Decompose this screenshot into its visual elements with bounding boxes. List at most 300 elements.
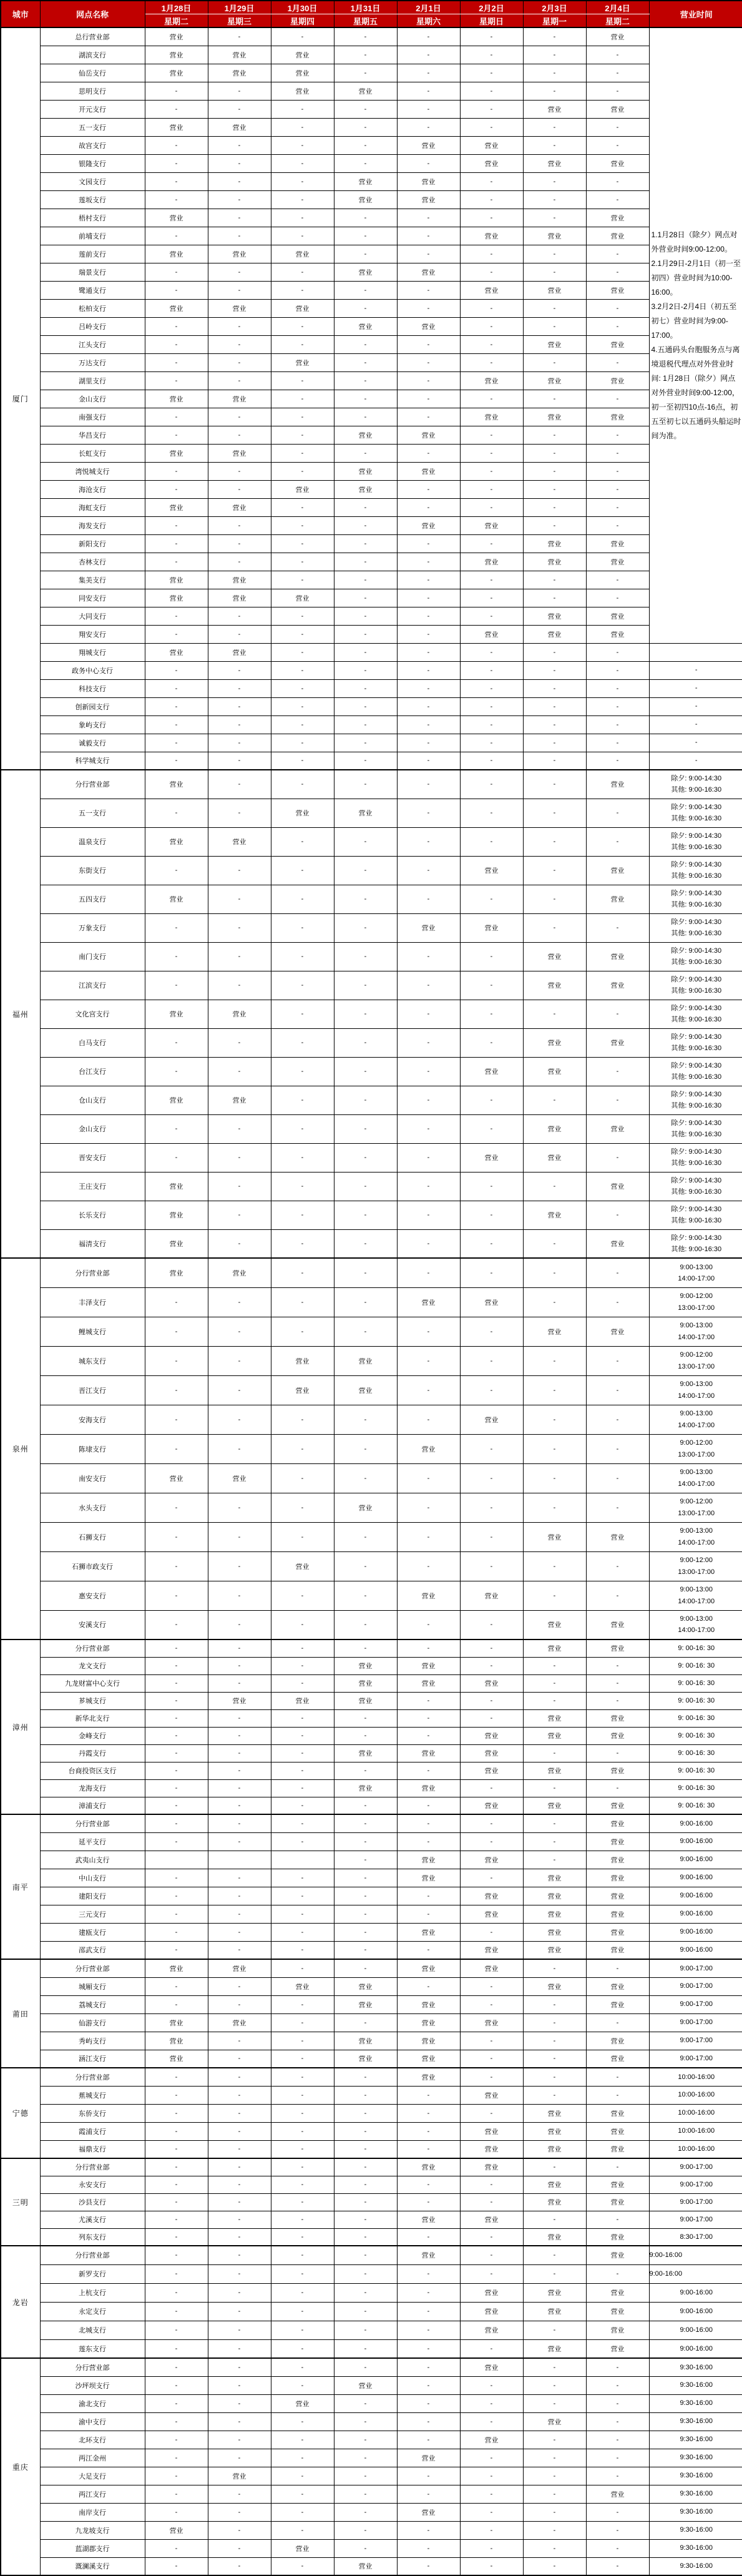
status-cell: -: [208, 172, 271, 190]
status-cell: 营业: [208, 1258, 271, 1287]
table-row: [1, 2431, 742, 2449]
status-cell: -: [334, 752, 397, 770]
status-cell: 营业: [523, 1522, 586, 1551]
status-cell: -: [334, 2068, 397, 2086]
status-cell: -: [523, 661, 586, 679]
status-cell: -: [397, 2431, 460, 2449]
status-cell: -: [397, 1375, 460, 1405]
branch-cell: 涵江支行: [40, 2050, 145, 2068]
status-cell: 营业: [397, 913, 460, 942]
hours-cell: [649, 2339, 742, 2358]
status-cell: -: [208, 263, 271, 281]
table-row: [1, 571, 742, 589]
status-cell: -: [523, 172, 586, 190]
status-cell: -: [334, 209, 397, 227]
status-cell: -: [271, 1869, 334, 1887]
hours-line: 14:00-17:00: [650, 1625, 742, 1636]
status-cell: -: [460, 697, 523, 715]
hours-line: 其他: 9:00-16:30: [650, 813, 742, 824]
status-cell: -: [460, 1086, 523, 1114]
hours-cell: [649, 1028, 742, 1057]
hours-line: 9:30-16:00: [650, 2434, 742, 2445]
status-cell: -: [145, 1581, 208, 1610]
branch-cell: 海发支行: [40, 516, 145, 534]
status-cell: -: [208, 679, 271, 697]
status-cell: -: [397, 1114, 460, 1143]
status-cell: 营业: [523, 1727, 586, 1744]
hours-cell: [649, 2122, 742, 2140]
status-cell: -: [145, 2321, 208, 2339]
status-cell: -: [586, 1057, 649, 1086]
status-cell: -: [271, 1941, 334, 1959]
table-row: [1, 1995, 742, 2013]
table-row: [1, 190, 742, 209]
status-cell: 营业: [523, 2283, 586, 2302]
status-cell: -: [208, 281, 271, 299]
status-cell: -: [586, 913, 649, 942]
branch-cell: 总行营业部: [40, 27, 145, 46]
hours-line: 9:00-16:00: [650, 1854, 742, 1865]
status-cell: -: [208, 1375, 271, 1405]
status-cell: -: [460, 27, 523, 46]
status-cell: -: [397, 1493, 460, 1522]
status-cell: -: [460, 1000, 523, 1028]
branch-cell: 龙海支行: [40, 1779, 145, 1797]
hours-cell: [649, 1405, 742, 1434]
status-cell: -: [208, 2283, 271, 2302]
status-cell: -: [523, 1832, 586, 1851]
status-cell: 营业: [586, 971, 649, 1000]
status-cell: -: [397, 697, 460, 715]
status-cell: 营业: [460, 371, 523, 390]
status-cell: -: [397, 2086, 460, 2104]
status-cell: -: [145, 1610, 208, 1639]
table-row: [1, 752, 742, 770]
status-cell: -: [334, 1143, 397, 1172]
status-cell: -: [208, 2211, 271, 2228]
hours-cell: [649, 2283, 742, 2302]
hours-line: 9: 00-16: 30: [650, 1643, 742, 1654]
status-cell: -: [460, 1114, 523, 1143]
status-cell: -: [460, 1995, 523, 2013]
status-cell: -: [460, 299, 523, 317]
status-cell: 营业: [397, 2158, 460, 2176]
status-cell: 营业: [208, 1086, 271, 1114]
status-cell: -: [334, 444, 397, 462]
status-cell: -: [271, 1522, 334, 1551]
status-cell: 营业: [586, 408, 649, 426]
status-cell: 营业: [586, 1229, 649, 1258]
status-cell: -: [208, 209, 271, 227]
status-cell: -: [523, 299, 586, 317]
status-cell: -: [460, 1832, 523, 1851]
hours-line: 其他: 9:00-16:30: [650, 1071, 742, 1083]
status-cell: -: [460, 317, 523, 335]
status-cell: -: [397, 734, 460, 752]
status-cell: 营业: [460, 227, 523, 245]
status-cell: 营业: [145, 2050, 208, 2068]
status-cell: 营业: [334, 2032, 397, 2050]
hours-line: 除夕: 9:00-14:30: [650, 1204, 742, 1215]
status-cell: -: [334, 1869, 397, 1887]
hours-line: 9: 00-16: 30: [650, 1730, 742, 1741]
status-cell: 营业: [523, 1201, 586, 1229]
status-cell: -: [208, 1028, 271, 1057]
status-cell: -: [145, 82, 208, 100]
status-cell: -: [145, 1977, 208, 1995]
hours-line: 9:00-16:00: [650, 2287, 742, 2298]
status-cell: -: [397, 1057, 460, 1086]
status-cell: -: [145, 2086, 208, 2104]
table-row: [1, 715, 742, 734]
status-cell: -: [523, 2211, 586, 2228]
status-cell: 营业: [523, 1923, 586, 1941]
branch-cell: 芗城支行: [40, 1692, 145, 1709]
table-row: [1, 2050, 742, 2068]
status-cell: -: [271, 715, 334, 734]
status-cell: -: [334, 1905, 397, 1923]
hours-line: 9:30-16:00: [650, 2506, 742, 2517]
hours-cell: [649, 1797, 742, 1814]
branch-cell: 福鼎支行: [40, 2140, 145, 2158]
branch-cell: 石狮市政支行: [40, 1551, 145, 1581]
status-cell: -: [397, 2122, 460, 2140]
table-row: [1, 856, 742, 885]
status-cell: [208, 1851, 271, 1869]
status-cell: -: [208, 480, 271, 498]
table-row: [1, 2412, 742, 2431]
status-cell: -: [523, 1434, 586, 1463]
status-cell: -: [460, 1229, 523, 1258]
status-cell: -: [523, 390, 586, 408]
branch-cell: 文园支行: [40, 172, 145, 190]
branch-cell: 东街支行: [40, 856, 145, 885]
status-cell: -: [145, 1832, 208, 1851]
status-cell: -: [271, 1814, 334, 1832]
status-cell: -: [271, 2246, 334, 2264]
status-cell: -: [208, 2158, 271, 2176]
hours-line: 10:00-16:00: [650, 2143, 742, 2155]
status-cell: -: [208, 1610, 271, 1639]
status-cell: 营业: [397, 1995, 460, 2013]
table-row: [1, 299, 742, 317]
hours-line: 除夕: 9:00-14:30: [650, 859, 742, 870]
status-cell: -: [586, 827, 649, 856]
status-cell: -: [208, 2557, 271, 2575]
status-cell: -: [397, 299, 460, 317]
branch-cell: 永定支行: [40, 2302, 145, 2321]
status-cell: -: [334, 1114, 397, 1143]
status-cell: -: [334, 390, 397, 408]
status-cell: -: [523, 1229, 586, 1258]
status-cell: -: [523, 2050, 586, 2068]
status-cell: -: [460, 534, 523, 553]
table-row: [1, 1814, 742, 1832]
status-cell: -: [145, 2140, 208, 2158]
hours-line: 9:30-16:00: [650, 2470, 742, 2481]
table-row: [1, 679, 742, 697]
status-cell: -: [460, 2503, 523, 2521]
hours-cell: [649, 2228, 742, 2246]
branch-cell: 渝北支行: [40, 2394, 145, 2412]
status-cell: -: [397, 1977, 460, 1995]
status-cell: -: [460, 1639, 523, 1657]
hours-cell: [649, 1692, 742, 1709]
hours-cell: [649, 2302, 742, 2321]
status-cell: -: [334, 2104, 397, 2122]
hours-line: 9:30-16:00: [650, 2416, 742, 2427]
status-cell: -: [397, 408, 460, 426]
status-cell: -: [145, 317, 208, 335]
status-cell: 营业: [145, 498, 208, 516]
status-cell: -: [271, 118, 334, 136]
status-cell: -: [523, 209, 586, 227]
status-cell: 营业: [208, 2013, 271, 2032]
status-cell: -: [208, 1657, 271, 1674]
status-cell: -: [397, 371, 460, 390]
status-cell: -: [523, 2086, 586, 2104]
branch-cell: 上杭支行: [40, 2283, 145, 2302]
hours-line: 9:00-17:00: [650, 2035, 742, 2046]
branch-cell: 湖里支行: [40, 371, 145, 390]
status-cell: -: [334, 1959, 397, 1977]
status-cell: -: [586, 661, 649, 679]
hours-line: -: [650, 682, 742, 694]
status-cell: -: [145, 534, 208, 553]
status-cell: -: [271, 1057, 334, 1086]
status-cell: -: [271, 2086, 334, 2104]
hours-cell: [649, 2394, 742, 2412]
status-cell: 营业: [145, 1258, 208, 1287]
status-cell: -: [334, 1172, 397, 1201]
table-row: [1, 2086, 742, 2104]
table-row: [1, 827, 742, 856]
hours-cell: [649, 1114, 742, 1143]
status-cell: 营业: [460, 1797, 523, 1814]
status-cell: -: [145, 715, 208, 734]
hours-line: 除夕: 9:00-14:30: [650, 773, 742, 784]
hours-line: 9:00-16:00: [650, 1872, 742, 1883]
branch-cell: 万达支行: [40, 353, 145, 371]
status-cell: 营业: [523, 281, 586, 299]
branch-cell: 列东支行: [40, 2228, 145, 2246]
table-row: [1, 1869, 742, 1887]
status-cell: -: [271, 625, 334, 643]
status-cell: 营业: [271, 1375, 334, 1405]
branch-cell: 金峰支行: [40, 1727, 145, 1744]
status-cell: 营业: [460, 856, 523, 885]
status-cell: 营业: [586, 1941, 649, 1959]
branch-cell: 鹭通支行: [40, 281, 145, 299]
status-cell: -: [460, 100, 523, 118]
status-cell: -: [397, 1028, 460, 1057]
hours-cell: [649, 2557, 742, 2575]
table-row: [1, 353, 742, 371]
status-cell: -: [586, 2264, 649, 2283]
status-cell: 营业: [397, 2246, 460, 2264]
status-cell: 营业: [523, 1639, 586, 1657]
status-cell: -: [208, 2104, 271, 2122]
status-cell: -: [397, 2283, 460, 2302]
hours-line: 9:00-17:00: [650, 2214, 742, 2225]
table-row: [1, 444, 742, 462]
status-cell: -: [145, 1869, 208, 1887]
status-cell: -: [208, 553, 271, 571]
status-cell: 营业: [397, 2050, 460, 2068]
status-cell: -: [397, 715, 460, 734]
status-cell: -: [208, 1317, 271, 1346]
status-cell: -: [271, 942, 334, 971]
status-cell: -: [145, 1762, 208, 1779]
status-cell: -: [334, 1709, 397, 1727]
status-cell: -: [271, 1797, 334, 1814]
status-cell: 营业: [523, 408, 586, 426]
hours-line: 10:00-16:00: [650, 2125, 742, 2136]
status-cell: -: [523, 516, 586, 534]
status-cell: -: [271, 281, 334, 299]
header-weekday: 星期一: [523, 14, 586, 28]
hours-line: 除夕: 9:00-14:30: [650, 802, 742, 813]
status-cell: -: [523, 827, 586, 856]
status-cell: -: [523, 2394, 586, 2412]
status-cell: -: [271, 2211, 334, 2228]
status-cell: -: [145, 2539, 208, 2557]
status-cell: 营业: [334, 1674, 397, 1692]
status-cell: -: [271, 1258, 334, 1287]
status-cell: -: [523, 885, 586, 913]
hours-line: 9:00-17:00: [650, 1998, 742, 2010]
hours-cell: [649, 2086, 742, 2104]
hours-cell: [649, 2539, 742, 2557]
status-cell: -: [208, 335, 271, 353]
status-cell: -: [334, 1522, 397, 1551]
branch-cell: 城厢支行: [40, 1977, 145, 1995]
status-cell: 营业: [208, 390, 271, 408]
status-cell: -: [586, 715, 649, 734]
header-date: 1月28日: [145, 1, 208, 14]
status-cell: -: [523, 2264, 586, 2283]
table-row: [1, 1797, 742, 1814]
status-cell: 营业: [523, 607, 586, 625]
status-cell: -: [523, 913, 586, 942]
status-cell: -: [145, 1905, 208, 1923]
table-row: [1, 1610, 742, 1639]
status-cell: -: [460, 2068, 523, 2086]
hours-cell: [649, 2321, 742, 2339]
status-cell: -: [397, 1143, 460, 1172]
branch-cell: 大足支行: [40, 2467, 145, 2485]
table-row: [1, 1028, 742, 1057]
status-cell: -: [523, 353, 586, 371]
branch-cell: 新罗支行: [40, 2264, 145, 2283]
status-cell: -: [145, 2412, 208, 2431]
table-row: [1, 1727, 742, 1744]
status-cell: 营业: [586, 2193, 649, 2211]
status-cell: -: [586, 2394, 649, 2412]
hours-cell: [649, 856, 742, 885]
table-row: [1, 263, 742, 281]
city-cell: 厦门: [1, 27, 40, 770]
status-cell: -: [460, 1551, 523, 1581]
status-cell: 营业: [586, 1923, 649, 1941]
status-cell: -: [334, 64, 397, 82]
status-cell: -: [271, 885, 334, 913]
status-cell: 营业: [460, 1744, 523, 1762]
branch-cell: 科技支行: [40, 679, 145, 697]
status-cell: -: [397, 2485, 460, 2503]
status-cell: -: [460, 172, 523, 190]
status-cell: -: [334, 154, 397, 172]
status-cell: [271, 1851, 334, 1869]
status-cell: -: [397, 2193, 460, 2211]
hours-cell: [649, 1434, 742, 1463]
status-cell: -: [208, 752, 271, 770]
status-cell: -: [334, 2176, 397, 2193]
branch-cell: 莲前支行: [40, 245, 145, 263]
branch-cell: 水头支行: [40, 1493, 145, 1522]
city-cell: 三明: [1, 2158, 40, 2246]
status-cell: -: [523, 799, 586, 827]
hours-line: 9:00-16:00: [650, 1944, 742, 1955]
branch-cell: 南门支行: [40, 942, 145, 971]
status-cell: 营业: [586, 2302, 649, 2321]
status-cell: -: [397, 1522, 460, 1551]
status-cell: -: [523, 752, 586, 770]
status-cell: 营业: [460, 1887, 523, 1905]
status-cell: -: [397, 64, 460, 82]
status-cell: 营业: [586, 100, 649, 118]
status-cell: 营业: [145, 770, 208, 799]
status-cell: -: [460, 2394, 523, 2412]
status-cell: -: [208, 697, 271, 715]
status-cell: -: [208, 2376, 271, 2394]
hours-cell: [649, 752, 742, 770]
status-cell: 营业: [334, 1744, 397, 1762]
city-cell: 龙岩: [1, 2246, 40, 2358]
status-cell: 营业: [460, 516, 523, 534]
table-row: [1, 553, 742, 571]
hours-cell: [649, 2104, 742, 2122]
status-cell: 营业: [397, 317, 460, 335]
status-cell: -: [145, 154, 208, 172]
status-cell: 营业: [208, 643, 271, 661]
city-cell: 莆田: [1, 1959, 40, 2068]
branch-cell: 城东支行: [40, 1346, 145, 1375]
status-cell: 营业: [334, 2376, 397, 2394]
table-row: [1, 2449, 742, 2467]
status-cell: -: [334, 408, 397, 426]
status-cell: -: [460, 190, 523, 209]
status-cell: 营业: [586, 2104, 649, 2122]
status-cell: 营业: [523, 1869, 586, 1887]
branch-cell: 分行营业部: [40, 1258, 145, 1287]
status-cell: -: [208, 1674, 271, 1692]
status-cell: 营业: [460, 2158, 523, 2176]
status-cell: -: [334, 661, 397, 679]
hours-line: -: [650, 719, 742, 730]
status-cell: -: [460, 715, 523, 734]
status-cell: -: [271, 1493, 334, 1522]
branch-cell: 万象支行: [40, 913, 145, 942]
status-cell: -: [523, 715, 586, 734]
header-weekday: 星期六: [397, 14, 460, 28]
hours-cell: [649, 1995, 742, 2013]
status-cell: -: [523, 1581, 586, 1610]
branch-cell: 文化宫支行: [40, 1000, 145, 1028]
status-cell: -: [208, 1709, 271, 1727]
hours-cell: [649, 2485, 742, 2503]
status-cell: 营业: [208, 2467, 271, 2485]
